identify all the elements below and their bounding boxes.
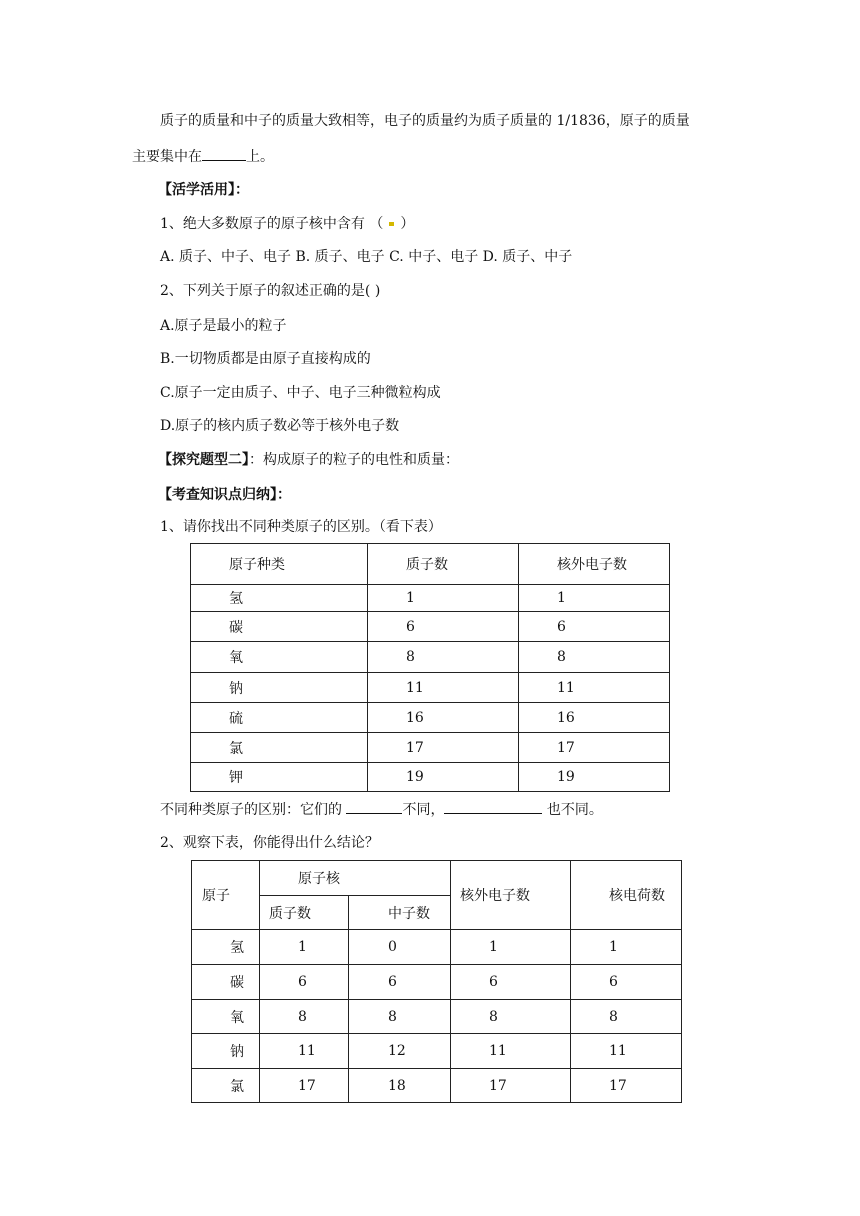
table-cell: 钠 <box>192 1034 260 1069</box>
table-header-cell: 原子种类 <box>191 544 368 585</box>
table-cell: 0 <box>349 930 451 965</box>
conclusion-post: 也不同。 <box>542 802 603 818</box>
table-row <box>192 930 682 965</box>
table-cell: 碳 <box>192 965 260 1000</box>
table-cell: 6 <box>349 965 451 1000</box>
table-header-cell: 原子核 <box>260 861 451 896</box>
q1-options: A. 质子、中子、电子 B. 质子、电子 C. 中子、电子 D. 质子、中子 <box>160 249 573 265</box>
table-cell: 11 <box>451 1034 571 1069</box>
answer-blank[interactable] <box>202 146 246 161</box>
table-cell: 17 <box>368 733 519 763</box>
table-cell: 16 <box>368 703 519 733</box>
intro-line-2-post: 上。 <box>246 149 274 165</box>
table-row <box>191 585 670 612</box>
table-cell: 1 <box>368 585 519 612</box>
table-cell: 8 <box>368 642 519 673</box>
table-cell: 12 <box>349 1034 451 1069</box>
conclusion-pre: 不同种类原子的区别：它们的 <box>160 802 347 818</box>
table-cell: 11 <box>571 1034 682 1069</box>
table-header-row <box>192 861 682 896</box>
table-cell: 18 <box>349 1069 451 1103</box>
table-cell: 1 <box>519 585 670 612</box>
table-cell: 17 <box>571 1069 682 1103</box>
intro-line-2-pre: 主要集中在 <box>132 149 202 165</box>
table-row <box>191 733 670 763</box>
highlight-mark-icon <box>389 222 394 226</box>
table-cell: 17 <box>519 733 670 763</box>
table-row <box>192 965 682 1000</box>
table-header-cell: 中子数 <box>349 896 451 930</box>
section-summary-heading: 【考查知识点归纳】： <box>158 487 291 503</box>
table-cell: 17 <box>451 1069 571 1103</box>
item2-stem: 2、观察下表，你能得出什么结论？ <box>160 835 379 851</box>
table-row <box>191 763 670 792</box>
table-header-cell: 核电荷数 <box>571 861 682 930</box>
table-cell: 19 <box>519 763 670 792</box>
item1-stem: 1、请你找出不同种类原子的区别。（看下表） <box>160 519 442 535</box>
section-explore-heading <box>158 450 459 470</box>
answer-blank[interactable] <box>346 799 402 814</box>
table-cell: 1 <box>451 930 571 965</box>
table-header-cell: 核外电子数 <box>519 544 670 585</box>
table-cell: 1 <box>260 930 349 965</box>
q2-stem: 2、下列关于原子的叙述正确的是( ) <box>160 283 381 299</box>
table-cell: 11 <box>519 673 670 703</box>
conclusion-mid: 不同， <box>402 802 445 818</box>
table-cell: 钠 <box>191 673 368 703</box>
q2-option-b: B.一切物质都是由原子直接构成的 <box>160 351 371 367</box>
table-cell: 8 <box>260 1000 349 1034</box>
table-row <box>191 703 670 733</box>
table-cell: 氧 <box>192 1000 260 1034</box>
table-cell: 氯 <box>192 1069 260 1103</box>
table-header-cell: 质子数 <box>368 544 519 585</box>
q2-option-c: C.原子一定由质子、中子、电子三种微粒构成 <box>160 385 441 401</box>
intro-line-2 <box>132 146 274 167</box>
table-row <box>191 673 670 703</box>
table-cell: 11 <box>260 1034 349 1069</box>
q1-stem <box>160 214 414 234</box>
table-cell: 氢 <box>191 585 368 612</box>
q2-option-a: A.原子是最小的粒子 <box>160 318 287 334</box>
table-cell: 19 <box>368 763 519 792</box>
table-cell: 16 <box>519 703 670 733</box>
q1-stem-post: ） <box>400 216 415 232</box>
table-cell: 6 <box>571 965 682 1000</box>
table-header-cell: 原子 <box>192 861 260 930</box>
q1-stem-pre: 1、绝大多数原子的原子核中含有 （ <box>160 216 384 232</box>
table-cell: 8 <box>349 1000 451 1034</box>
q2-option-d: D.原子的核内质子数必等于核外电子数 <box>160 418 400 434</box>
intro-line-1: 质子的质量和中子的质量大致相等，电子的质量约为质子质量的 1/1836，原子的质量 <box>160 113 690 129</box>
table-row <box>192 1000 682 1034</box>
table-cell: 11 <box>368 673 519 703</box>
atom-structure-table <box>191 860 682 1103</box>
table-cell: 硫 <box>191 703 368 733</box>
answer-blank[interactable] <box>444 799 542 814</box>
table-row <box>192 1069 682 1103</box>
item1-conclusion <box>160 799 603 820</box>
table-cell: 6 <box>451 965 571 1000</box>
table-header-cell: 质子数 <box>260 896 349 930</box>
table-cell: 6 <box>260 965 349 1000</box>
table-cell: 8 <box>519 642 670 673</box>
table-header-cell: 核外电子数 <box>451 861 571 930</box>
section-explore-label: 【探究题型二】 <box>158 452 249 468</box>
atom-types-table <box>190 543 670 792</box>
table-row <box>192 1034 682 1069</box>
table-cell: 氯 <box>191 733 368 763</box>
table-header-row <box>191 544 670 585</box>
table-cell: 钾 <box>191 763 368 792</box>
table-cell: 17 <box>260 1069 349 1103</box>
section-apply-heading: 【活学活用】： <box>158 182 249 198</box>
table-cell: 1 <box>571 930 682 965</box>
table-cell: 氧 <box>191 642 368 673</box>
table-cell: 8 <box>451 1000 571 1034</box>
table-cell: 氢 <box>192 930 260 965</box>
table-row <box>191 642 670 673</box>
table-cell: 8 <box>571 1000 682 1034</box>
table-row <box>191 612 670 642</box>
section-explore-text: ：构成原子的粒子的电性和质量： <box>249 452 459 468</box>
table-cell: 6 <box>519 612 670 642</box>
table-cell: 碳 <box>191 612 368 642</box>
table-cell: 6 <box>368 612 519 642</box>
